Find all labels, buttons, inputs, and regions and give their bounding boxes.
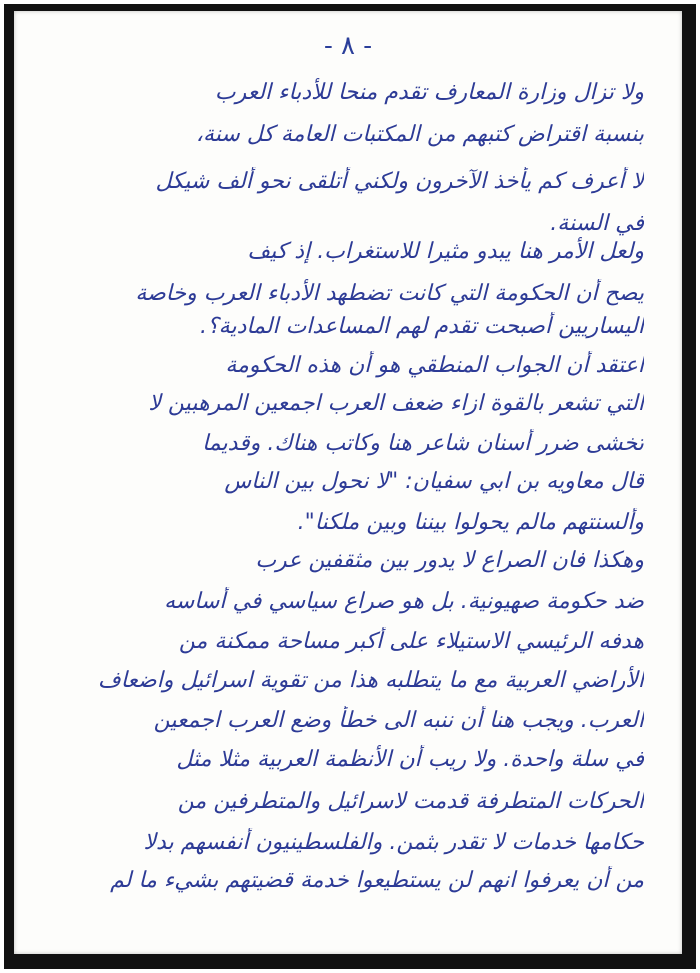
- text-line: في سلة واحدة. ولا ريب أن الأنظمة العربية مثلا مثل: [176, 747, 644, 772]
- text-line: لا أعرف كم يأخذ الآخرون ولكني أتلقى نحو ألف شيكل: [155, 169, 644, 194]
- text-line: قال معاويه بن ابي سفيان: "لا نحول بين الناس: [224, 469, 644, 494]
- text-line: وهكذا فان الصراع لا يدور بين مثقفين عرب: [255, 548, 644, 573]
- letter-page: [14, 11, 682, 954]
- text-line: يصح أن الحكومة التي كانت تضطهد الأدباء العرب وخاصة: [135, 281, 644, 306]
- text-line: اعتقد أن الجواب المنطقي هو أن هذه الحكومة: [225, 353, 644, 378]
- text-line: التي تشعر بالقوة ازاء ضعف العرب اجمعين المرهبين لا: [148, 391, 644, 416]
- text-line: ولا تزال وزارة المعارف تقدم منحا للأدباء العرب: [214, 80, 644, 105]
- text-line: العرب. ويجب هنا أن ننبه الى خطأ وضع العرب اجمعين: [153, 708, 644, 733]
- text-line: الحركات المتطرفة قدمت لاسرائيل والمتطرفين من: [177, 789, 644, 814]
- text-line: هدفه الرئيسي الاستيلاء على أكبر مساحة ممكنة من: [178, 629, 644, 654]
- text-line: في السنة.: [550, 211, 644, 236]
- text-line: الأراضي العربية مع ما يتطلبه هذا من تقوية اسرائيل واضعاف: [97, 668, 644, 693]
- text-line: ضد حكومة صهيونية. بل هو صراع سياسي في أساسه: [164, 589, 644, 614]
- text-line: من أن يعرفوا انهم لن يستطيعوا خدمة قضيتهم بشيء ما لم: [110, 868, 644, 893]
- page-number: - ٨ -: [323, 31, 373, 61]
- text-line: بنسبة اقتراض كتبهم من المكتبات العامة كل سنة،: [195, 122, 644, 147]
- text-line: ولعل الأمر هنا يبدو مثيرا للاستغراب. إذ كيف: [247, 239, 644, 264]
- text-line: حكامها خدمات لا تقدر بثمن. والفلسطينيون أنفسهم بدلا: [143, 830, 644, 855]
- text-line: اليساريين أصبحت تقدم لهم المساعدات المادية؟.: [199, 314, 644, 339]
- text-line: وألسنتهم مالم يحولوا بيننا وبين ملكنا".: [297, 510, 644, 535]
- text-line: تخشى ضرر أسنان شاعر هنا وكاتب هناك. وقديما: [202, 431, 644, 456]
